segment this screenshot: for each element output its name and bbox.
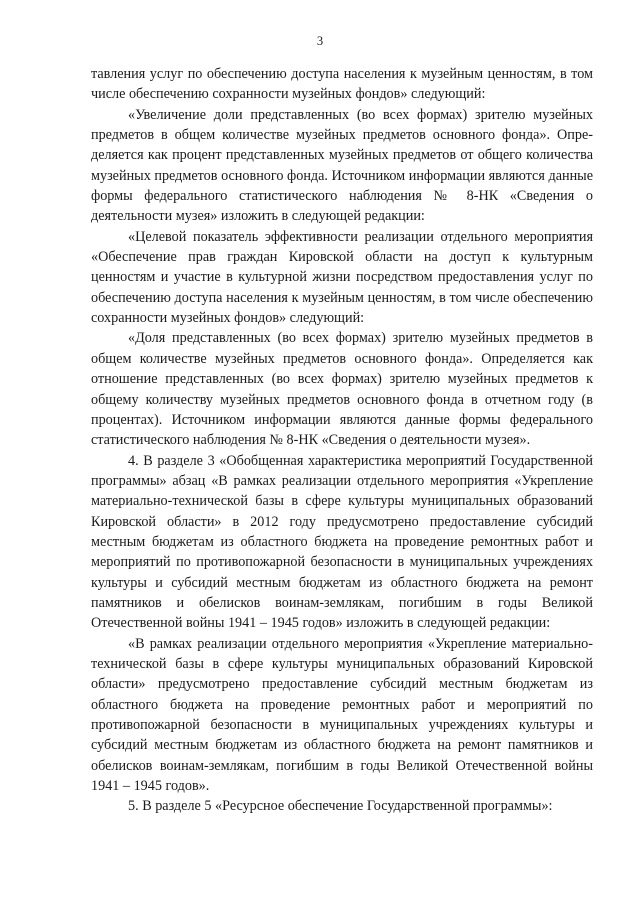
paragraph-indicator-new: «Доля представленных (во всех формах) зрителю музейных предметов в общем количестве музейных предметов основного фонда». Определяется как отношение представленных (во всех формах) зрителю музейных предметов к общему количеству музейных предметов основного фонда в отчетном году (в процентах). Источником информации являются данные формы федерального статистического наблюдения № 8-НК «Сведения о деятельности музея». <box>91 330 593 449</box>
paragraph-item-4-new-text: «В рамках реализации отдельного мероприятия «Укрепление материально-технической базы в сфере культуры муниципальных образований Кировской области» предусмотрено предоставление субсидий местным бюджетам из областного бюджета на проведение ремонтных работ и мероприятий по противопожарной безопасности в муниципальных учреждениях культуры и субсидий местным бюджетам из областного бюджета на ремонт памятников и обелисков воинам-землякам, погибшим в годы Великой Отечественной войны 1941 – 1945 годов». <box>91 635 593 795</box>
paragraph-item-4: 4. В разделе 3 «Обобщенная характеристика мероприятий Государственной программы» абзац «В рамках реализации отдельного мероприятия «Укрепление материально-технической базы в сфере культуры муниципальных образований Кировской области» в 2012 году предусмотрено предоставление субсидий местным бюджетам из областного бюджета на проведение ремонтных работ и мероприятий по противопожарной безопасности в муниципальных учреждениях культуры и субсидий местным бюджетам из областного бюджета на ремонт памятников и обелисков воинам-землякам, погибшим в годы Великой Отечественной войны 1941 – 1945 годов» изложить в следующей редакции: <box>91 452 593 632</box>
document-body <box>91 64 593 817</box>
paragraph-indicator-old: «Увеличение доли представленных (во всех формах) зрителю музейных предметов в общем количестве музейных предметов основного фонда». Определяется как процент представленных музейных предметов от общего количества музейных предметов основного фонда. Источником информации являются данные формы федерального статистического наблюдения № 8-НК «Сведения о деятельности музея» изложить в следующей редакции: <box>91 106 593 225</box>
page-number: 3 <box>316 34 324 48</box>
paragraph-continuation: тавления услуг по обеспечению доступа населения к музейным ценностям, в том числе обеспечению сохранности музейных фондов» следующий: <box>91 66 593 103</box>
paragraph-indicator-intro: «Целевой показатель эффективности реализации отдельного мероприятия «Обеспечение прав граждан Кировской области на доступ к культурным ценностям и участие в культурной жизни посредством предоставления услуг по обеспечению доступа населения к музейным ценностям, в том числе обеспечению сохранности музейных фондов» следующий: <box>91 228 593 327</box>
paragraph-item-5: 5. В разделе 5 «Ресурсное обеспечение Государственной программы»: <box>128 798 553 815</box>
